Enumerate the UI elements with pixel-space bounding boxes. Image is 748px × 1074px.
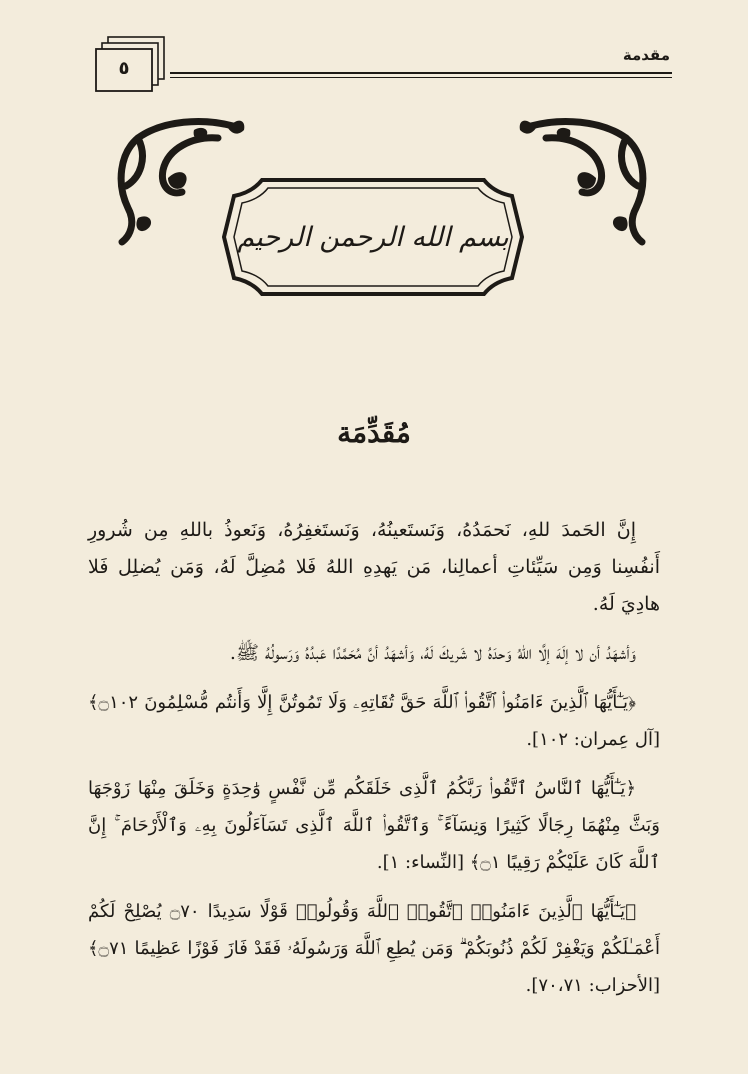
header-rule-thin (170, 77, 672, 78)
body-text (88, 512, 660, 1016)
corner-ornament-right (516, 108, 656, 248)
verse-al-ahzab: ﴿يَـٰٓأَيُّهَا ٱلَّذِينَ ءَامَنُوا۟ ٱتَّقُوا۟ ٱللَّهَ وَقُولُوا۟ قَوْلًا سَدِيدًا ۝٧٠ يُصْلِحْ لَكُمْ أَعْمَـٰلَكُمْ وَيَغْفِرْ لَكُمْ ذُنُوبَكُمْ ۗ وَمَن يُطِعِ ٱللَّهَ وَرَسُولَهُۥ فَقَدْ فَازَ فَوْزًا عَظِيمًا ۝٧١﴾ [الأحزاب: ٧٠،٧١]. (88, 901, 660, 996)
section-title: مُقَدِّمَة (337, 416, 411, 449)
header-rule (170, 72, 672, 74)
page-number-box (92, 36, 166, 96)
basmala: بسم الله الرحمن الرحيم (237, 221, 509, 253)
paragraph-shahada: وَأشهَدُ أن لا إلَهَ إلَّا اللهُ وَحدَهُ لا شَريكَ لَهُ، وَأشهَدُ أنَّ مُحَمَّدًا عَبدُهُ وَرَسولُهُ ﷺ. (229, 642, 636, 664)
page-number: ٥ (118, 58, 130, 79)
verse-al-imran: ﴿يَـٰٓأَيُّهَا ٱلَّذِينَ ءَامَنُوا۟ ٱتَّقُوا۟ ٱللَّهَ حَقَّ تُقَاتِهِۦ وَلَا تَمُوتُنَّ إِلَّا وَأَنتُم مُّسْلِمُونَ ۝١٠٢﴾ [آل عِمران: ١٠٢]. (88, 692, 660, 750)
running-title: مقدمة (622, 46, 670, 64)
verse-an-nisa: ﴿يَـٰٓأَيُّهَا ٱلنَّاسُ ٱتَّقُوا۟ رَبَّكُمُ ٱلَّذِى خَلَقَكُم مِّن نَّفْسٍ وَٰحِدَةٍ وَخَلَقَ مِنْهَا زَوْجَهَا وَبَثَّ مِنْهُمَا رِجَالًا كَثِيرًا وَنِسَآءً ۚ وَٱتَّقُوا۟ ٱللَّهَ ٱلَّذِى تَسَآءَلُونَ بِهِۦ وَٱلْأَرْحَامَ ۚ إِنَّ ٱللَّهَ كَانَ عَلَيْكُمْ رَقِيبًا ۝١﴾ [النِّساء: ١]. (88, 778, 660, 873)
paragraph-opening: إِنَّ الحَمدَ للهِ، نَحمَدُهُ، وَنَستَعينُهُ، وَنَستَغفِرُهُ، وَنَعوذُ باللهِ مِن شُرورِ أَنفُسِنا وَمِن سَيِّئاتِ أعمالِنا، مَن يَهدِهِ اللهُ فَلا مُضِلَّ لَهُ، وَمَن يُضلِل فَلا هادِيَ لَهُ. (88, 519, 660, 615)
